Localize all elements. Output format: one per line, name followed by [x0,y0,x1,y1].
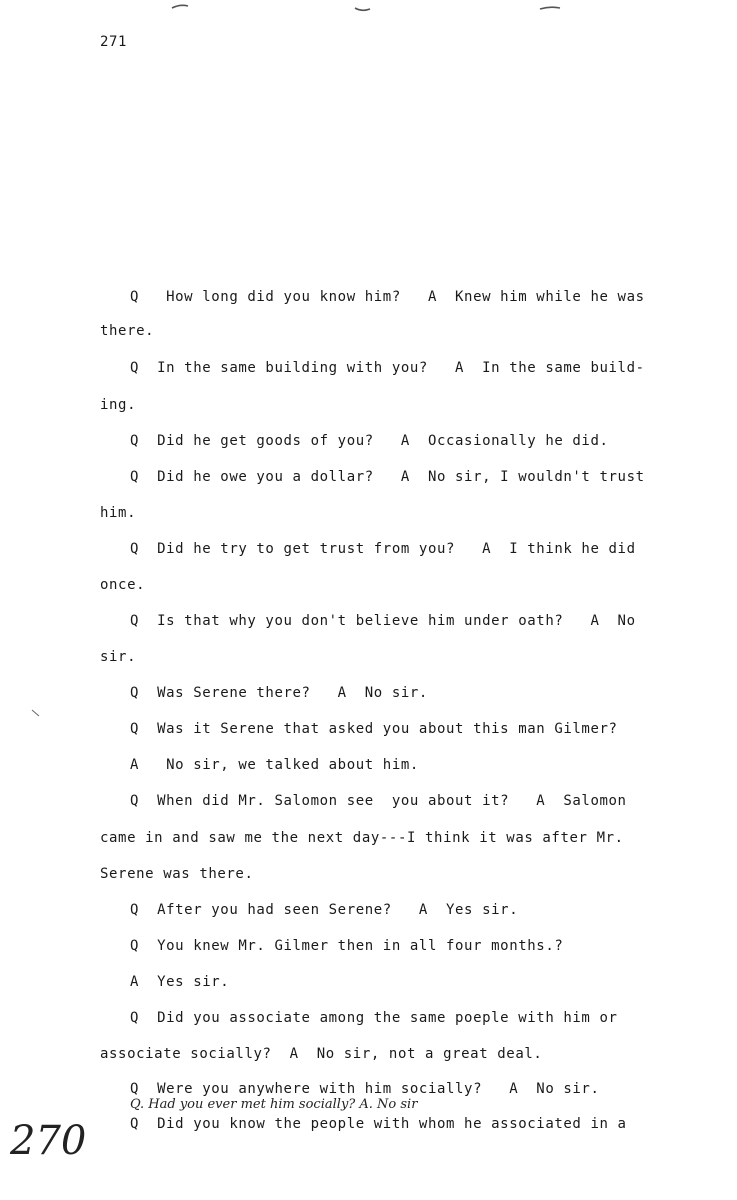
transcript-line: Q Did he get goods of you? A Occasionally he did. [130,433,609,449]
transcript-line: ing. [100,397,137,413]
transcript-line: A No sir, we talked about him. [130,757,419,773]
margin-mark [30,708,42,720]
transcript-line: once. [100,577,146,593]
transcript-line: came in and saw me the next day---I think it was after Mr. [100,830,624,846]
top-edge-marks [0,0,737,20]
transcript-line: Q Was Serene there? A No sir. [130,685,428,701]
transcript-line: Q Did he try to get trust from you? A I think he did [130,541,636,557]
transcript-line: Q Did you associate among the same poeple with him or [130,1010,618,1026]
transcript-line: Q Were you anywhere with him socially? A No sir. [130,1081,600,1097]
handwritten-insert: Q. Had you ever met him socially? A. No sir [130,1097,418,1112]
transcript-line: Q Was it Serene that asked you about this man Gilmer? [130,721,618,737]
page-number: 271 [100,34,128,50]
transcript-line: him. [100,505,137,521]
transcript-line: Q How long did you know him? A Knew him while he was [130,289,645,305]
transcript-line: Q Did he owe you a dollar? A No sir, I wouldn't trust [130,469,645,485]
transcript-line: Q You knew Mr. Gilmer then in all four months.? [130,938,564,954]
handwritten-page-number: 270 [10,1118,87,1164]
transcript-line: Serene was there. [100,866,254,882]
transcript-line: Q In the same building with you? A In the same build- [130,360,645,376]
transcript-line: Q Is that why you don't believe him under oath? A No [130,613,636,629]
transcript-line: Q Did you know the people with whom he associated in a [130,1116,627,1132]
transcript-line: associate socially? A No sir, not a great deal. [100,1046,543,1062]
transcript-line: sir. [100,649,137,665]
transcript-line: A Yes sir. [130,974,230,990]
transcript-line: there. [100,323,155,339]
transcript-line: Q After you had seen Serene? A Yes sir. [130,902,519,918]
transcript-line: Q When did Mr. Salomon see you about it? A Salomon [130,793,627,809]
